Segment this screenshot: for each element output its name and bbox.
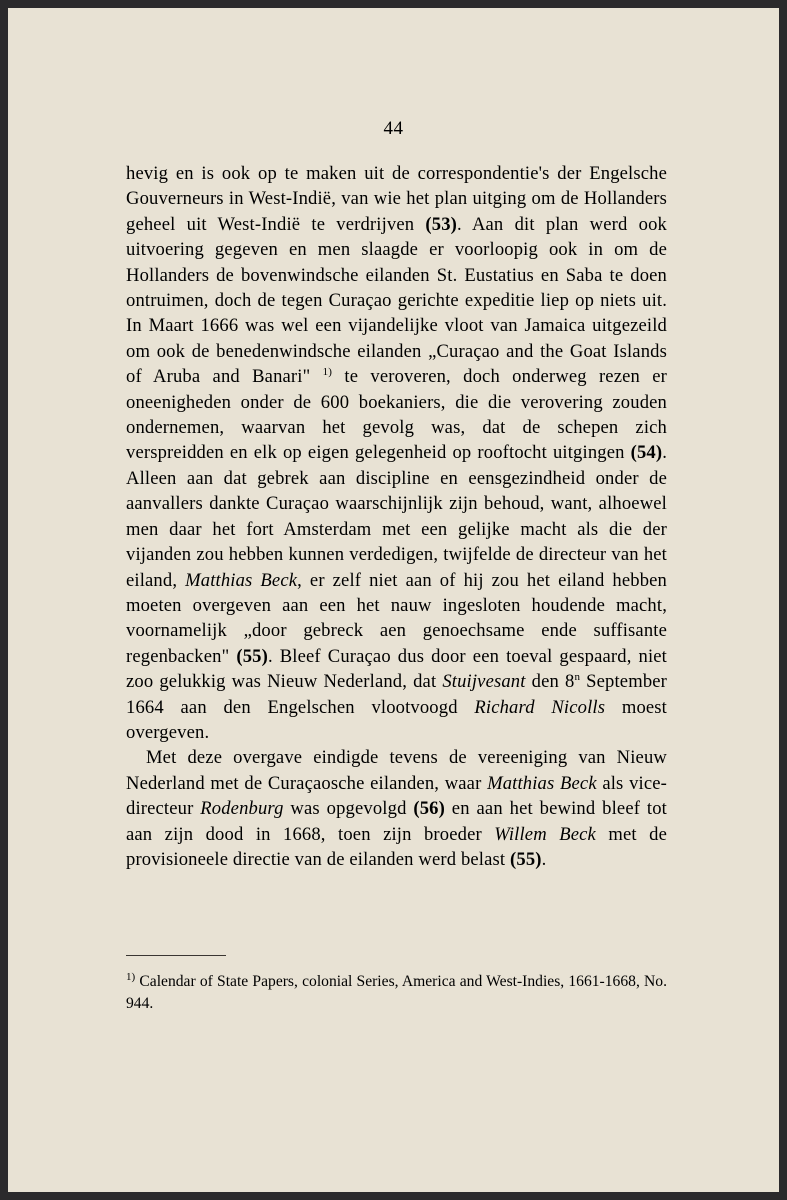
text-run: September 1664 aan den Engelschen vlootvoogd <box>126 671 668 718</box>
footnote-divider <box>126 955 226 956</box>
reference-55: (55) <box>510 848 542 870</box>
text-run: . Alleen aan dat gebrek aan discipline en eensgezindheid onder de aanvallers dankte Curaçao waarschijnlijk zijn behoud, want, alhoewel men daar het fort Amsterdam met een gelijke macht als die der vijanden zou hebben kunnen verdedigen, twijfelde de directeur van het eiland, <box>126 442 667 591</box>
text-run: , er zelf niet aan of hij zou het eiland hebben moeten overgeven aan een het nauw ingesloten houdende macht, voornamelijk „door gebreck aen genoechsame ende suffisante regenbacken" <box>126 569 667 667</box>
reference-54: (54) <box>630 442 663 464</box>
text-run: . <box>541 848 547 870</box>
footnote-text: Calendar of State Papers, colonial Series, America and West-Indies, 1661-1668, No. 944. <box>126 973 667 1012</box>
name-richard-nicolls: Richard Nicolls <box>474 696 606 718</box>
name-matthias-beck: Matthias Beck <box>487 772 597 794</box>
footnote-marker: 1) <box>126 970 136 983</box>
text-run: en aan het bewind bleef tot aan zijn dood in 1668, toen zijn broeder <box>126 798 668 845</box>
text-run: was opgevolgd <box>283 798 414 820</box>
text-run: den 8 <box>525 671 575 693</box>
footnote-reference: 1) <box>322 366 333 379</box>
text-run: hevig en is ook op te maken uit de correspondentie's der Engelsche Gouverneurs in West-Indië, van wie het plan uitging om de Hollanders geheel uit West-Indië te verdrijven <box>126 163 667 235</box>
text-run: Met deze overgave eindigde tevens de vereeniging van Nieuw Nederland met de Curaçaosche eilanden, waar <box>126 747 667 794</box>
footnote <box>126 971 667 1015</box>
page-number: 44 <box>383 118 404 139</box>
name-matthias-beck: Matthias Beck <box>185 569 298 591</box>
name-rodenburg: Rodenburg <box>200 798 284 820</box>
text-run: . Aan dit plan werd ook uitvoering gegeven en men slaagde er voorloopig ook in om de Hollanders de bovenwindsche eilanden St. Eustatius en Saba te doen ontruimen, doch de tegen Curaçao gerichte expeditie liep op niets uit. In Maart 1666 was wel een vijandelijke vloot van Jamaica uitgezeild om ook de benedenwindsche eilanden „Curaçao and the Goat Islands of Aruba and Banari" <box>126 213 667 388</box>
reference-55: (55) <box>236 645 268 667</box>
text-run: . Bleef Curaçao dus door een toeval gespaard, niet zoo gelukkig was Nieuw Nederland, dat <box>126 645 667 693</box>
text-run: te veroveren, doch onderweg rezen er oneenigheden onder de 600 boekaniers, die die verovering zouden ondernemen, waarvan het gevolg was, dat de schepen zich verspreidden en elk op eigen gelegenheid op rooftocht uitgingen <box>126 366 667 464</box>
reference-53: (53) <box>425 213 457 235</box>
text-run: moest overgeven. <box>126 696 667 743</box>
text-run: met de provisioneele directie van de eilanden werd belast <box>126 823 667 870</box>
text-run: als vice-directeur <box>126 772 667 820</box>
reference-56: (56) <box>413 798 445 820</box>
paragraph-2 <box>126 745 667 872</box>
paragraph-1 <box>126 161 667 745</box>
ordinal-suffix: n <box>574 670 581 683</box>
name-willem-beck: Willem Beck <box>494 823 596 845</box>
name-stuijvesant: Stuijvesant <box>442 671 526 693</box>
body-text <box>126 161 667 872</box>
